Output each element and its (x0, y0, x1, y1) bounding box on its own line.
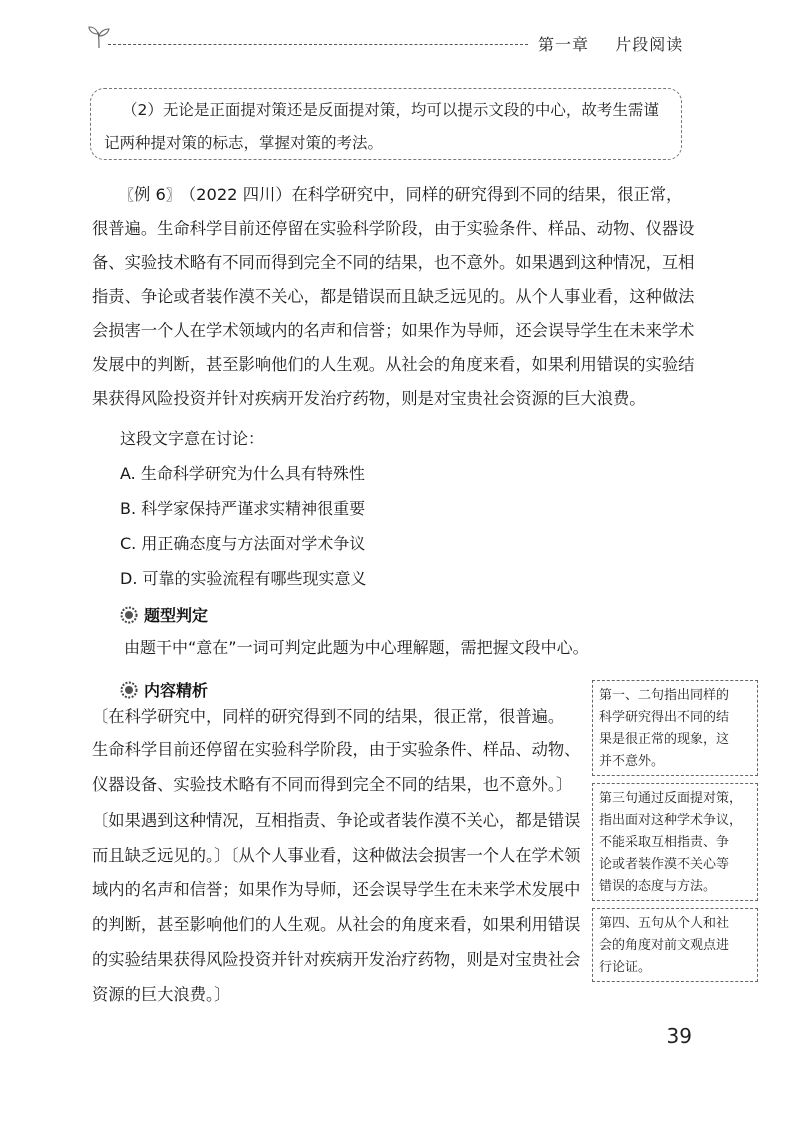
note-line: 第一、二句指出同样的 (599, 688, 730, 703)
analysis-line: 域内的名声和信誉；如果作为导师，还会误导学生在未来学术发展中 (92, 880, 581, 899)
analysis-title: 内容精析 (144, 681, 209, 700)
chapter-label: 第一章 (538, 35, 590, 54)
side-note-3 (592, 908, 758, 982)
gear-flower-icon (120, 681, 138, 699)
example-line: 备、实验技术略有不同而得到完全不同的结果，也不意外。如果遇到这种情况，互相 (92, 253, 695, 272)
judgment-title: 题型判定 (144, 606, 209, 625)
example-source: （2022 四川） (179, 185, 292, 204)
analysis-line: 仪器设备、实验技术略有不同而得到完全不同的结果，也不意外。〕 (92, 775, 573, 794)
analysis-line: 的实验结果获得风险投资并针对疾病开发治疗药物，则是对宝贵社会 (92, 950, 581, 969)
analysis-line: 〔在科学研究中，同样的研究得到不同的结果，很正常，很普遍。 (92, 707, 565, 726)
tip-line: （2）无论是正面提对策还是反面提对策，均可以提示文段的中心，故考生需谨 (122, 101, 659, 119)
note-line: 科学研究得出不同的结 (599, 710, 730, 725)
example-line: 指责、争论或者装作漠不关心，都是错误而且缺乏远见的。从个人事业看，这种做法 (92, 287, 695, 306)
note-line: 会的角度对前文观点进 (599, 938, 730, 953)
page-number: 39 (666, 1024, 692, 1048)
example-first-line (120, 183, 682, 208)
example-label-mark: 〖 (120, 188, 134, 204)
sprout-icon (86, 24, 112, 50)
judgment-heading (120, 603, 208, 626)
example-line: 在科学研究中，同样的研究得到不同的结果，很正常， (291, 185, 683, 204)
option-a: A. 生命科学研究为什么具有特殊性 (120, 464, 365, 483)
side-note-2 (592, 783, 758, 901)
example-line: 会损害一个人在学术领域内的名声和信誉；如果作为导师，还会误导学生在未来学术 (92, 321, 695, 340)
example-label: 例 6 (134, 185, 166, 204)
analysis-line: 资源的巨大浪费。〕 (92, 985, 231, 1004)
note-line: 指出面对这种学术争议， (599, 813, 743, 828)
header-divider (108, 44, 528, 45)
question-stem: 这段文字意在讨论： (120, 429, 265, 448)
example-line: 果获得风险投资并针对疾病开发治疗药物，则是对宝贵社会资源的巨大浪费。 (92, 389, 646, 408)
tip-line: 记两种提对策的标志，掌握对策的考法。 (104, 134, 384, 152)
note-line: 不能采取互相指责、争 (599, 835, 730, 850)
note-line: 错误的态度与方法。 (599, 879, 717, 894)
note-line: 并不意外。 (599, 754, 665, 769)
example-line: 发展中的判断，甚至影响他们的人生观。从社会的角度来看，如果利用错误的实验结 (92, 355, 695, 374)
running-header (538, 32, 683, 55)
note-line: 论或者装作漠不关心等 (599, 857, 730, 872)
judgment-text: 由题干中“意在”一词可判定此题为中心理解题，需把握文段中心。 (124, 638, 589, 657)
note-line: 果是很正常的现象，这 (599, 732, 730, 747)
analysis-line: 〔如果遇到这种情况，互相指责、争论或者装作漠不关心，都是错误 (92, 811, 581, 830)
analysis-line: 生命科学目前还停留在实验科学阶段，由于实验条件、样品、动物、 (92, 740, 581, 759)
option-b: B. 科学家保持严谨求实精神很重要 (120, 499, 366, 518)
section-label: 片段阅读 (615, 35, 684, 54)
example-line: 很普遍。生命科学目前还停留在实验科学阶段，由于实验条件、样品、动物、仪器设 (92, 219, 695, 238)
analysis-line: 的判断，甚至影响他们的人生观。从社会的角度来看，如果利用错误 (92, 915, 581, 934)
analysis-heading (120, 678, 208, 701)
option-c: C. 用正确态度与方法面对学术争议 (120, 534, 366, 553)
note-line: 行论证。 (599, 960, 652, 975)
example-label-mark: 〗 (165, 188, 180, 204)
gear-flower-icon (120, 606, 138, 624)
note-line: 第三句通过反面提对策， (599, 791, 743, 806)
side-note-1 (592, 680, 758, 776)
option-d: D. 可靠的实验流程有哪些现实意义 (120, 569, 367, 588)
note-line: 第四、五句从个人和社 (599, 916, 730, 931)
analysis-line: 而且缺乏远见的。〕〔从个人事业看，这种做法会损害一个人在学术领 (92, 846, 581, 865)
